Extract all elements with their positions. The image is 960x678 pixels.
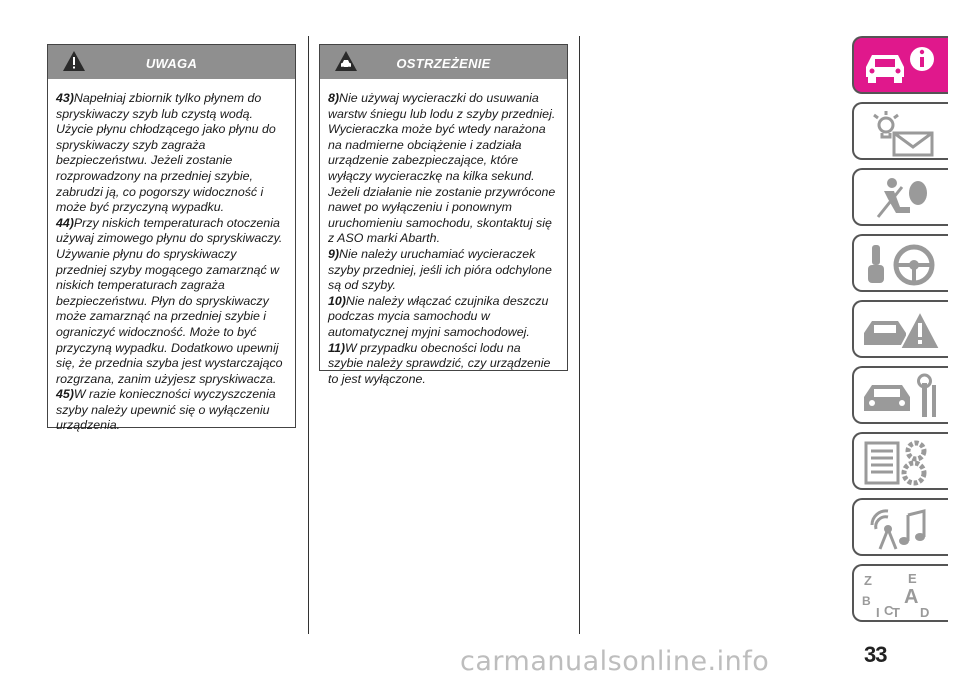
uwaga-title: UWAGA bbox=[145, 56, 198, 71]
index-letter-b: B bbox=[862, 594, 871, 608]
note-44: 44)Przy niskich temperaturach otoczenia używaj zimowego płynu do spryskiwaczy. Używanie płynu do spryskiwaczy przedniej szyby mogącego zamarznąć w niskich temperaturach zagraża bezpieczeństwu. Płyn do spryskiwaczy może zamarznąć na przedniej szybie i ograniczyć widoczność. Może to być przyczyną wypadku. Dodatkowo upewnij się, że przednia szyba jest wystarczająco rozgrzana, zanim użyjesz spryskiwacza. bbox=[56, 215, 283, 386]
tab-starting-driving[interactable] bbox=[852, 234, 948, 292]
note-9: 9)Nie należy uruchamiać wycieraczek szyby przedniej, jeśli ich pióra odchylone są od szyby. bbox=[328, 246, 552, 293]
tab-technical-data[interactable] bbox=[852, 432, 948, 490]
note-45: 45)W razie konieczności wyczyszczenia szyby należy upewnić się o wyłączeniu urządzenia. bbox=[56, 387, 276, 433]
uwaga-header bbox=[48, 45, 295, 79]
index-letter-c: C bbox=[884, 603, 894, 618]
watermark: carmanualsonline.info bbox=[460, 646, 770, 677]
tab-index[interactable] bbox=[852, 564, 948, 622]
alphabet-index-icon bbox=[858, 569, 946, 619]
index-letter-z: Z bbox=[864, 573, 872, 588]
note-43: 43)Napełniaj zbiornik tylko płynem do spryskiwaczy szyb lub czystą wodą. Użycie płynu chłodzącego jako płynu do spryskiwaczy szyb zagraża bezpieczeństwu. Jeżeli zostanie rozprowadzony na przedniej szybie, zabrudzi ją, co pogorszy widoczność i może być przyczyną wypadku. bbox=[56, 91, 276, 215]
tab-safety[interactable] bbox=[852, 168, 948, 226]
warning-lights-envelope-icon bbox=[858, 107, 946, 157]
tab-car-info[interactable] bbox=[852, 36, 948, 94]
column-divider-2 bbox=[579, 36, 580, 634]
seat-airbag-icon bbox=[858, 173, 946, 223]
specs-gears-icon bbox=[858, 437, 946, 487]
ostrzezenie-box bbox=[319, 44, 568, 386]
index-letter-e: E bbox=[908, 571, 917, 586]
uwaga-box bbox=[47, 44, 296, 433]
note-11: 11)W przypadku obecności lodu na szybie należy sprawdzić, czy urządzenie to jest wyłączone. bbox=[328, 340, 551, 386]
uwaga-body bbox=[48, 79, 295, 434]
tab-emergency[interactable] bbox=[852, 300, 948, 358]
index-letter-d: D bbox=[920, 605, 930, 619]
radio-music-icon bbox=[858, 503, 946, 553]
page-number: 33 bbox=[864, 642, 887, 667]
ostrzezenie-body bbox=[320, 79, 567, 387]
car-service-tools-icon bbox=[858, 371, 946, 421]
key-steering-wheel-icon bbox=[858, 239, 946, 289]
car-info-icon bbox=[858, 41, 946, 91]
accident-warning-icon bbox=[858, 305, 946, 355]
ostrzezenie-header bbox=[320, 45, 567, 79]
note-8: 8)Nie używaj wycieraczki do usuwania warstw śniegu lub lodu z szyby przedniej. Wycieraczka może być wtedy narażona na nadmierne obciążenie i zadziała urządzenie zabezpieczające, które wyłączy wycieraczkę na kilka sekund. Jeżeli działanie nie zostanie przywrócone nawet po wyłączeniu i ponownym uruchomieniu samochodu, skontaktuj się z ASO marki Abarth. bbox=[328, 91, 556, 246]
ostrzezenie-title: OSTRZEŻENIE bbox=[396, 56, 491, 71]
column-divider-1 bbox=[308, 36, 309, 634]
index-letter-t: T bbox=[892, 605, 900, 619]
tab-warning-lights[interactable] bbox=[852, 102, 948, 160]
index-letter-i: I bbox=[876, 605, 880, 619]
note-10: 10)Nie należy włączać czujnika deszczu podczas mycia samochodu w automatycznej myjni samochodowej. bbox=[328, 293, 549, 339]
index-letter-a: A bbox=[904, 586, 919, 608]
tab-multimedia[interactable] bbox=[852, 498, 948, 556]
tab-maintenance[interactable] bbox=[852, 366, 948, 424]
